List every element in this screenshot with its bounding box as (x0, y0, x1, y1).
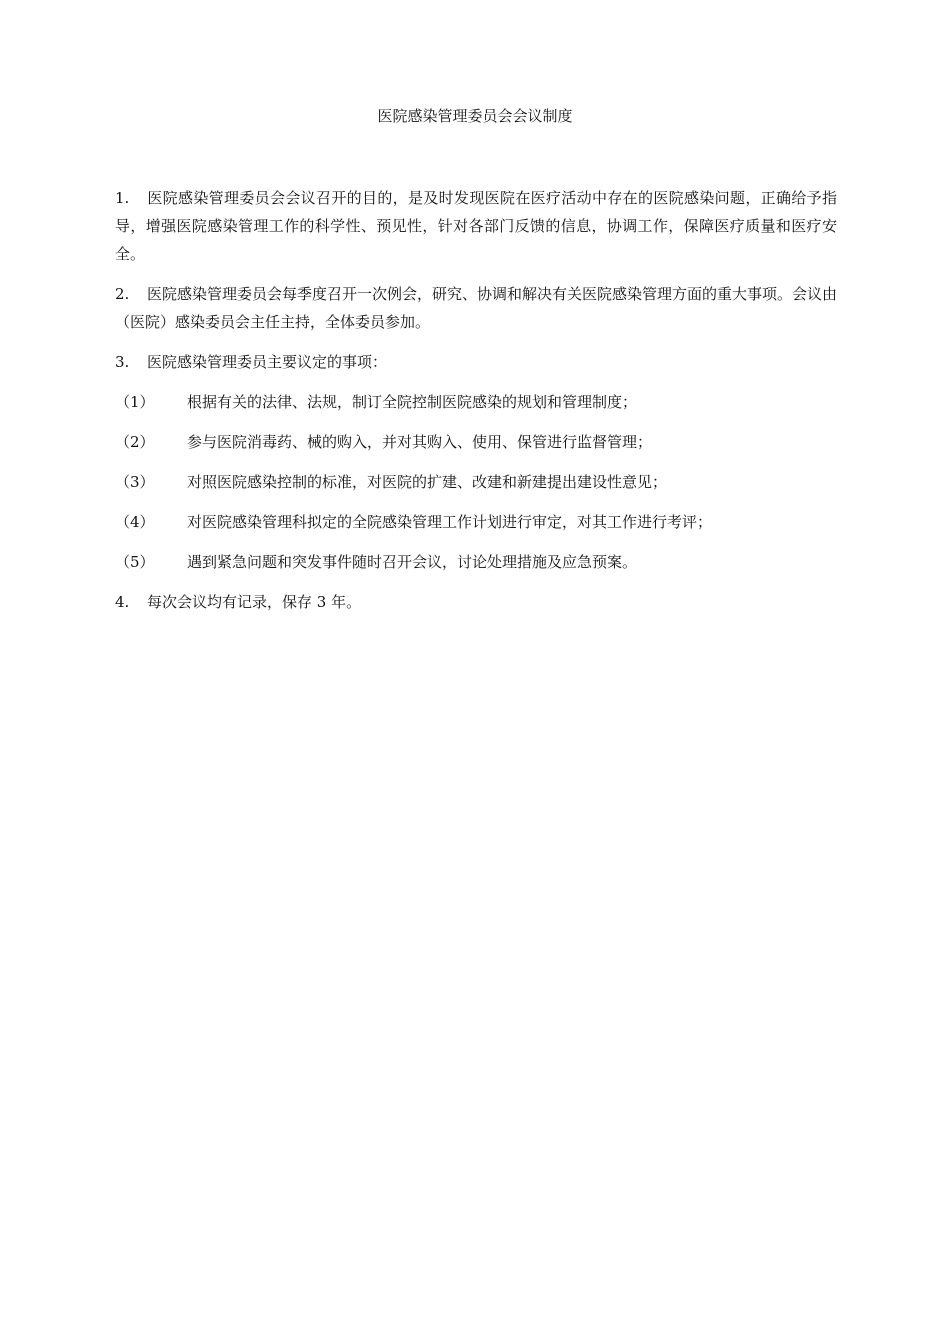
subclause-2 (115, 428, 837, 456)
document-body (115, 184, 837, 628)
clause-2 (115, 280, 837, 336)
subclause-text: 对照医院感染控制的标准，对医院的扩建、改建和新建提出建设性意见； (187, 473, 668, 491)
clause-number: 1. (115, 189, 130, 207)
clause-text: 医院感染管理委员主要议定的事项： (147, 353, 388, 371)
subclause-number: （5） (115, 553, 155, 571)
clause-text: 医院感染管理委员会会议召开的目的，是及时发现医院在医疗活动中存在的医院感染问题，正确给予指导，增强医院感染管理工作的科学性、预见性，针对各部门反馈的信息，协调工作，保障医疗质量和医疗安全。 (115, 189, 837, 263)
clause-1 (115, 184, 837, 268)
subclause-5 (115, 548, 837, 576)
subclause-number: （2） (115, 433, 155, 451)
subclause-text: 对医院感染管理科拟定的全院感染管理工作计划进行审定，对其工作进行考评； (187, 513, 713, 531)
clause-text: 每次会议均有记录，保存 3 年。 (147, 593, 362, 611)
subclause-text: 根据有关的法律、法规，制订全院控制医院感染的规划和管理制度； (187, 393, 638, 411)
document-title: 医院感染管理委员会会议制度 (377, 107, 573, 125)
subclause-number: （3） (115, 473, 155, 491)
clause-text: 医院感染管理委员会每季度召开一次例会，研究、协调和解决有关医院感染管理方面的重大事项。会议由（医院）感染委员会主任主持，全体委员参加。 (115, 285, 838, 331)
subclause-text: 参与医院消毒药、械的购入，并对其购入、使用、保管进行监督管理； (187, 433, 653, 451)
subclause-3 (115, 468, 837, 496)
clause-number: 4. (115, 593, 130, 611)
clause-number: 2. (115, 285, 130, 303)
subclause-number: （4） (115, 513, 155, 531)
clause-3 (115, 348, 837, 376)
clause-number: 3. (115, 353, 130, 371)
clause-4 (115, 588, 837, 616)
subclause-text: 遇到紧急问题和突发事件随时召开会议，讨论处理措施及应急预案。 (187, 553, 638, 571)
subclause-number: （1） (115, 393, 155, 411)
subclause-1 (115, 388, 837, 416)
subclause-4 (115, 508, 837, 536)
